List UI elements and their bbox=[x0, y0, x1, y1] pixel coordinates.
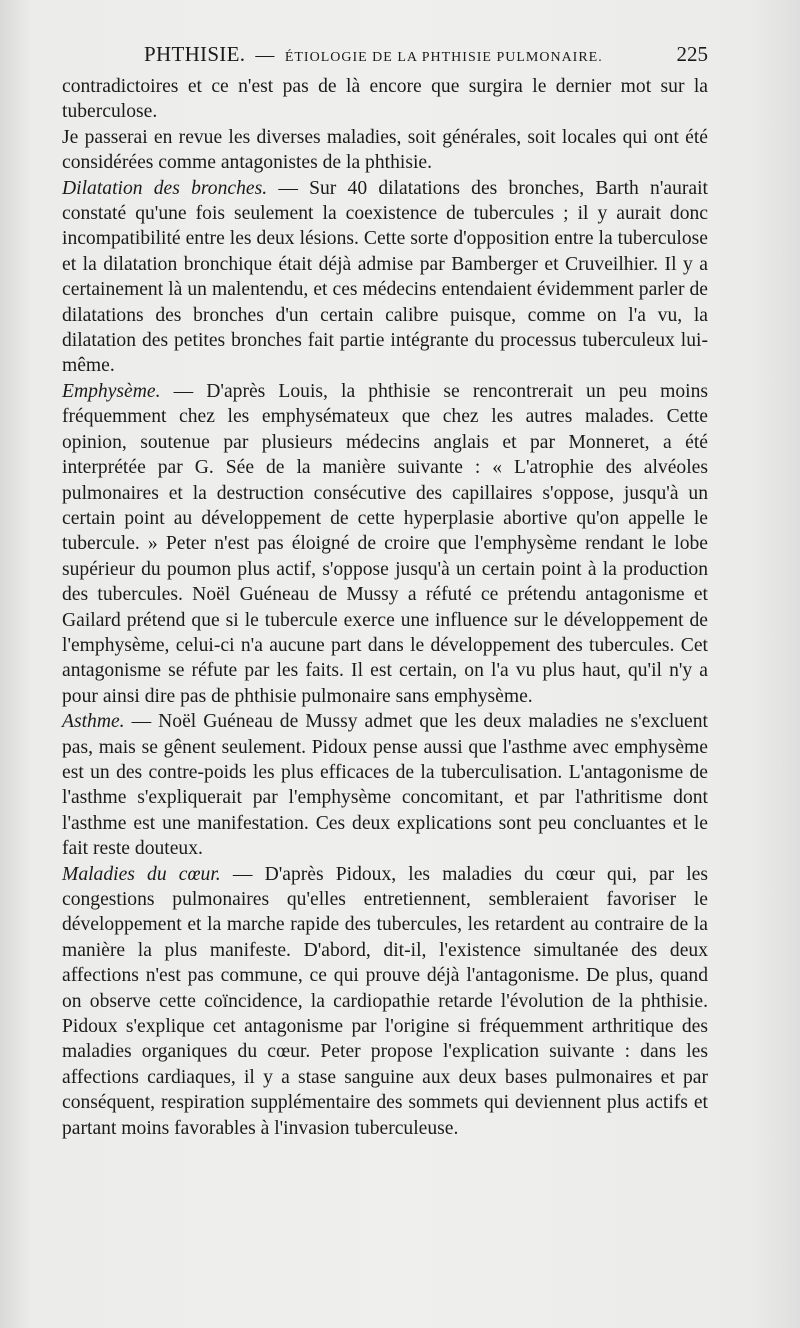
paragraph-continuation bbox=[62, 74, 708, 125]
section-dilatation-bronches bbox=[62, 176, 708, 379]
paragraph-text: — Sur 40 dilatations des bronches, Barth n'aurait constaté qu'une fois seulement la coexistence de tubercules ; il y aurait donc incompatibilité entre les deux lésions. Cette sorte d'opposition entre la tuberculose et la dilatation bronchique était déjà admise par Bamberger et Cruveilhier. Il y a certainement là un malentendu, et ces médecins entendaient évidemment parler de dilatations des bronches d'un certain calibre puisque, comme on l'a vu, la dilatation des petites bronches fait partie intégrante du processus tuberculeux lui-même. bbox=[62, 177, 708, 377]
paragraph-text: — D'après Louis, la phthisie se rencontrerait un peu moins fréquemment chez les emphysémateux que chez les autres malades. Cette opinion, soutenue par plusieurs médecins anglais et par Monneret, a été interprétée par G. Sée de la manière suivante : « L'atrophie des alvéoles pulmonaires et la destruction consécutive des capillaires s'oppose, jusqu'à un certain point au développement de cette hyperplasie abortive qu'on appelle le tubercule. » Peter n'est pas éloigné de croire que l'emphysème rendant le lobe supérieur du poumon plus actif, s'oppose jusqu'à un certain point à la production des tubercules. Noël Guéneau de Mussy a réfuté ce prétendu antagonisme et Gailard prétend que si le tubercule exerce une influence sur le développement de l'emphysème, celui-ci n'a aucune part dans le développement des tubercules. Cet antagonisme se réfute par les faits. Il est certain, on l'a vu plus haut, qu'il n'y a pour ainsi dire pas de phthisie pulmonaire sans emphysème. bbox=[62, 380, 708, 707]
section-heading: Emphysème. bbox=[62, 380, 161, 402]
running-title bbox=[144, 42, 603, 67]
running-title-sub: ÉTIOLOGIE DE LA PHTHISIE PULMONAIRE. bbox=[284, 50, 603, 65]
paragraph-text: — D'après Pidoux, les maladies du cœur qui, par les congestions pulmonaires qu'elles entretiennent, sembleraient favoriser le développement et la marche rapide des tubercules, les retardent au contraire de la manière la plus manifeste. D'abord, dit-il, l'existence simultanée des deux affections n'est pas commune, ce qui prouve déjà l'antagonisme. De plus, quand on observe cette coïncidence, la cardiopathie retarde l'évolution de la phthisie. Pidoux s'explique cet antagonisme par l'origine si fréquemment arthritique des maladies organiques du cœur. Peter propose l'explication suivante : dans les affections cardiaques, il y a stase sanguine aux deux bases pulmonaires et par conséquent, respiration supplémentaire des sommets qui deviennent plus actifs et partant moins favorables à l'invasion tuberculeuse. bbox=[62, 863, 708, 1139]
running-title-dash: — bbox=[255, 45, 275, 66]
paragraph-text: — Noël Guéneau de Mussy admet que les deux maladies ne s'excluent pas, mais se gênent seulement. Pidoux pense aussi que l'asthme avec emphysème est un des contre-poids les plus efficaces de la tuberculisation. L'antagonisme de l'asthme s'expliquerait par l'emphysème concomitant, et par l'athritisme dont l'asthme est une manifestation. Ces deux explications sont peu concluantes et le fait reste douteux. bbox=[62, 711, 708, 860]
paragraph-text: Je passerai en revue les diverses maladies, soit générales, soit locales qui ont été considérées comme antagonistes de la phthisie. bbox=[62, 126, 708, 174]
paragraph-text: contradictoires et ce n'est pas de là encore que surgira le dernier mot sur la tuberculose. bbox=[62, 76, 708, 123]
section-maladies-coeur bbox=[62, 862, 708, 1141]
body-text bbox=[62, 74, 708, 1141]
section-heading: Dilatation des bronches. bbox=[62, 177, 268, 199]
section-heading: Maladies du cœur. bbox=[62, 863, 221, 885]
section-heading: Asthme. bbox=[62, 711, 125, 733]
section-emphyseme bbox=[62, 379, 708, 709]
running-title-main: PHTHISIE. bbox=[144, 42, 246, 66]
section-asthme bbox=[62, 709, 708, 861]
running-header bbox=[62, 40, 708, 74]
paragraph-intro bbox=[62, 125, 708, 176]
page-number: 225 bbox=[676, 42, 708, 66]
